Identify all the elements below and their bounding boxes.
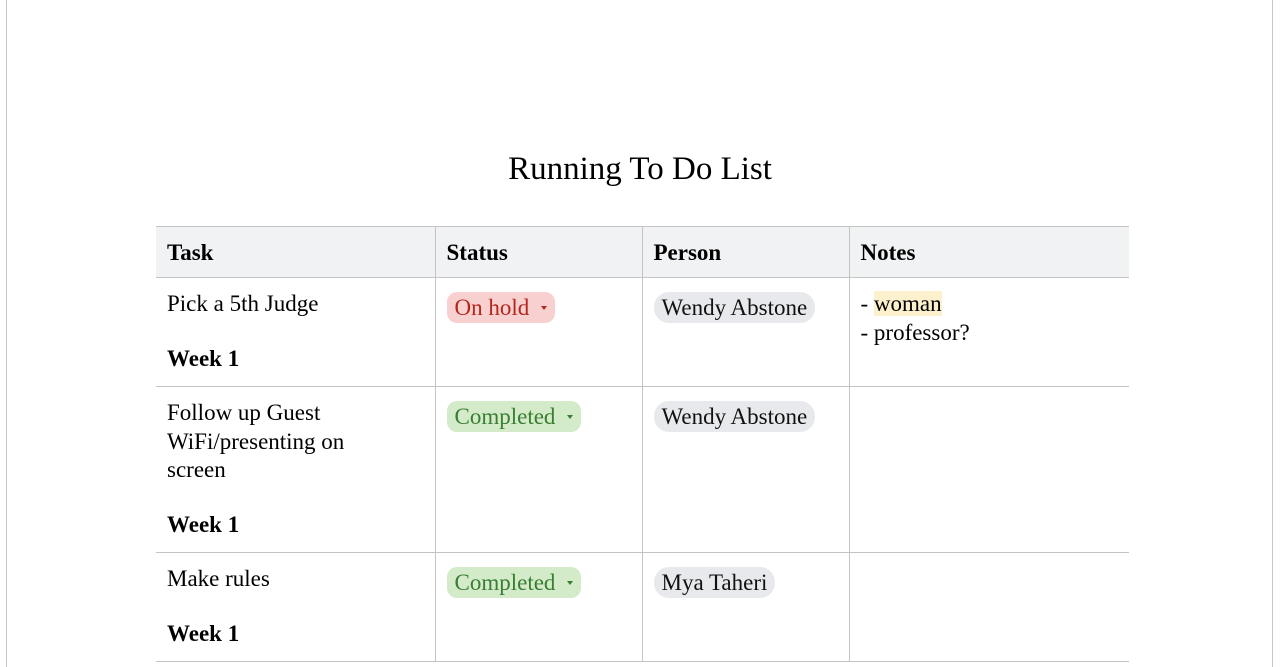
status-cell — [435, 278, 642, 387]
task-text: Pick a 5th Judge — [167, 291, 319, 316]
notes-line-2: - professor? — [860, 319, 970, 345]
week-label: Week 1 — [167, 511, 240, 537]
task-text: Follow up Guest WiFi/presenting on screen — [167, 400, 345, 482]
task-text: Make rules — [167, 566, 270, 591]
table-header-row — [156, 227, 1129, 278]
week-label: Week 1 — [167, 620, 240, 646]
notes-cell[interactable] — [849, 387, 1129, 553]
dropdown-arrow-icon — [541, 306, 547, 310]
table-row — [156, 553, 1129, 662]
week-label: Week 1 — [167, 345, 240, 371]
dropdown-arrow-icon — [567, 581, 573, 585]
person-chip[interactable]: Wendy Abstone — [654, 292, 816, 323]
notes-line-1 — [861, 290, 1119, 319]
status-dropdown-chip[interactable] — [447, 567, 582, 598]
notes-bullet: - — [860, 291, 874, 316]
highlighted-note: woman — [873, 291, 942, 316]
column-header-person: Person — [642, 227, 849, 278]
person-chip[interactable]: Wendy Abstone — [654, 401, 816, 432]
status-label: Completed — [454, 570, 556, 595]
notes-text — [861, 290, 1119, 347]
person-chip[interactable]: Mya Taheri — [654, 567, 776, 598]
person-cell — [642, 553, 849, 662]
task-cell[interactable] — [156, 553, 435, 662]
person-cell — [642, 278, 849, 387]
status-cell — [435, 387, 642, 553]
status-dropdown-chip[interactable] — [447, 401, 582, 432]
notes-cell[interactable] — [849, 553, 1129, 662]
column-header-notes: Notes — [849, 227, 1129, 278]
table-row — [156, 278, 1129, 387]
status-label: Completed — [454, 404, 556, 429]
person-cell — [642, 387, 849, 553]
page-title: Running To Do List — [508, 151, 772, 187]
status-label: On hold — [454, 295, 530, 320]
notes-cell[interactable] — [849, 278, 1129, 387]
column-header-status: Status — [435, 227, 642, 278]
column-header-task: Task — [156, 227, 435, 278]
task-cell[interactable] — [156, 278, 435, 387]
todo-table — [156, 226, 1129, 662]
status-dropdown-chip[interactable] — [447, 292, 556, 323]
table-row — [156, 387, 1129, 553]
status-cell — [435, 553, 642, 662]
task-cell[interactable] — [156, 387, 435, 553]
dropdown-arrow-icon — [567, 415, 573, 419]
